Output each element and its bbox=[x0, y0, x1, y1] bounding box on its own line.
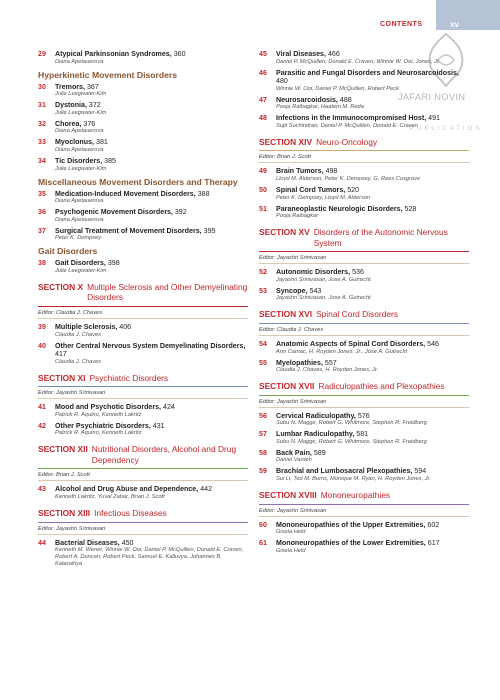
chapter-page: 381 bbox=[96, 138, 108, 147]
chapter-page: 602 bbox=[427, 520, 440, 529]
chapter-page: 442 bbox=[200, 485, 213, 494]
chapter-number: 58 bbox=[259, 448, 267, 457]
chapter-authors: Gisela Held bbox=[276, 529, 306, 536]
chapter-number: 32 bbox=[38, 119, 46, 128]
chapter-page: 528 bbox=[404, 204, 417, 213]
chapter-authors: Kenneth M. Wener, Winnie W. Ooi, Daniel P. McQuillen, Donald E. Craven, Robert A. Duncan, Robert Peck, Samuel E. Kalluvya, Johannes B. Kataraihya bbox=[55, 547, 244, 568]
chapter-number: 47 bbox=[259, 95, 267, 104]
toc-entry[interactable] bbox=[38, 422, 248, 438]
toc-entry[interactable] bbox=[38, 259, 248, 275]
chapter-number: 37 bbox=[38, 226, 46, 235]
section-block bbox=[259, 381, 469, 483]
chapter-title[interactable]: Bacterial Diseases, 450 bbox=[55, 538, 134, 547]
chapter-authors: Claudia J. Chaves, H. Royden Jones, Jr. bbox=[276, 367, 379, 374]
chapter-number: 33 bbox=[38, 138, 46, 147]
chapter-title[interactable]: Brain Tumors, 498 bbox=[276, 167, 338, 176]
toc-entry[interactable] bbox=[259, 287, 469, 303]
chapter-authors: Diana Apetauerova bbox=[55, 198, 104, 205]
chapter-number: 36 bbox=[38, 208, 46, 217]
chapter-page: 480 bbox=[276, 77, 288, 86]
section-block bbox=[38, 282, 248, 366]
chapter-page: 424 bbox=[163, 403, 175, 412]
chapter-number: 29 bbox=[38, 50, 46, 58]
chapter-page: 367 bbox=[86, 82, 99, 91]
chapter-authors: Pooja Raibagkar bbox=[276, 213, 319, 220]
chapter-number: 59 bbox=[259, 467, 267, 476]
running-head: CONTENTS bbox=[380, 21, 423, 28]
chapter-authors: Patrick R. Aquino, Kenneth Lakritz bbox=[55, 411, 142, 418]
section-label: SECTION X bbox=[38, 281, 84, 292]
toc-entry[interactable] bbox=[38, 101, 248, 117]
section-name: Mononeuropathies bbox=[320, 490, 391, 500]
chapter-number: 39 bbox=[38, 322, 46, 331]
toc-entry[interactable] bbox=[259, 167, 469, 183]
chapter-page: 376 bbox=[83, 119, 96, 128]
section-heading[interactable] bbox=[259, 490, 469, 505]
chapter-authors: Claudia J. Chaves bbox=[55, 331, 102, 338]
chapter-page: 360 bbox=[173, 50, 186, 58]
chapter-title[interactable]: Back Pain, 589 bbox=[276, 448, 326, 457]
chapter-page: 617 bbox=[427, 539, 440, 548]
left-column bbox=[38, 50, 248, 571]
chapter-number: 61 bbox=[259, 539, 267, 548]
right-column bbox=[259, 50, 469, 558]
chapter-number: 55 bbox=[259, 358, 267, 367]
chapter-page: 450 bbox=[121, 538, 134, 547]
chapter-title[interactable]: Parasitic and Fungal Disorders and Neurosarcoidosis, 480 bbox=[276, 68, 459, 86]
chapter-number: 42 bbox=[38, 421, 46, 430]
chapter-number: 49 bbox=[259, 167, 267, 176]
chapter-authors: Julie Leegwater-Kim bbox=[55, 109, 107, 116]
chapter-number: 50 bbox=[259, 186, 267, 195]
section-heading[interactable] bbox=[259, 227, 469, 252]
toc-entry[interactable] bbox=[259, 467, 469, 483]
toc-entry[interactable] bbox=[259, 186, 469, 202]
chapter-title[interactable]: Atypical Parkinsonian Syndromes, 360 bbox=[55, 50, 186, 58]
chapter-number: 53 bbox=[259, 286, 267, 295]
chapter-number: 51 bbox=[259, 204, 267, 213]
chapter-authors: Claudia J. Chaves bbox=[55, 358, 102, 365]
chapter-number: 34 bbox=[38, 156, 46, 165]
section-label: SECTION XVI bbox=[259, 309, 313, 320]
chapter-page: 498 bbox=[325, 167, 338, 176]
chapter-title[interactable]: Multiple Sclerosis, 406 bbox=[55, 322, 132, 331]
chapter-title[interactable]: Paraneoplastic Neurologic Disorders, 528 bbox=[276, 204, 417, 213]
toc-entry[interactable] bbox=[259, 359, 469, 375]
toc-entry[interactable] bbox=[259, 114, 469, 130]
section-block bbox=[259, 227, 469, 302]
chapter-number: 30 bbox=[38, 82, 46, 91]
chapter-number: 44 bbox=[38, 538, 46, 547]
chapter-title[interactable]: Medication-Induced Movement Disorders, 388 bbox=[55, 189, 210, 198]
chapter-page: 388 bbox=[197, 189, 210, 198]
section-label: SECTION XVII bbox=[259, 381, 315, 392]
chapter-title[interactable]: Anatomic Aspects of Spinal Cord Disorders, 546 bbox=[276, 339, 439, 348]
chapter-page: 491 bbox=[428, 114, 440, 123]
chapter-number: 48 bbox=[259, 114, 267, 123]
chapter-page: 431 bbox=[152, 421, 165, 430]
chapter-title[interactable]: Psychogenic Movement Disorders, 392 bbox=[55, 208, 187, 217]
toc-entry[interactable] bbox=[259, 205, 469, 221]
section-block bbox=[259, 309, 469, 374]
chapter-number: 41 bbox=[38, 403, 46, 412]
chapter-page: 594 bbox=[414, 467, 427, 476]
toc-entry[interactable] bbox=[38, 539, 248, 569]
chapter-authors: Jayashri Srinivasan, Jose A. Gutrecht bbox=[276, 295, 371, 302]
chapter-title[interactable]: Chorea, 376 bbox=[55, 119, 96, 128]
section-editor: Editor: Jayashri Srinivasan bbox=[259, 255, 469, 264]
toc-entry[interactable] bbox=[259, 539, 469, 555]
chapter-authors: Sujit Suchindran, Daniel P. McQuillen, Donald E. Craven bbox=[276, 122, 418, 129]
chapter-authors: Daniel Vardeh bbox=[276, 457, 312, 464]
toc-entry[interactable] bbox=[259, 412, 469, 428]
watermark-sub: PUBLICATION bbox=[410, 126, 483, 132]
chapter-title[interactable]: Other Central Nervous System Demyelinating Disorders, 417 bbox=[55, 341, 246, 359]
chapter-number: 60 bbox=[259, 520, 267, 529]
section-editor: Editor: Jayashri Srinivasan bbox=[38, 390, 248, 399]
chapter-title[interactable]: Spinal Cord Tumors, 520 bbox=[276, 186, 360, 195]
chapter-title[interactable]: Brachial and Lumbosacral Plexopathies, 594 bbox=[276, 467, 427, 476]
chapter-title[interactable]: Gait Disorders, 398 bbox=[55, 259, 120, 268]
section-heading[interactable] bbox=[259, 137, 469, 152]
chapter-number: 43 bbox=[38, 485, 46, 494]
subhead-hyperkinetic: Hyperkinetic Movement Disorders bbox=[38, 69, 177, 80]
chapter-title[interactable]: Neurosarcoidosis, 488 bbox=[276, 95, 352, 104]
chapter-page: 576 bbox=[357, 411, 370, 420]
subhead-misc: Miscellaneous Movement Disorders and Therapy bbox=[38, 176, 238, 187]
chapter-authors: Daniel P. McQuillen, Donald E. Craven, Winnie W. Ooi, Jones, Jr. bbox=[276, 58, 441, 65]
section-heading[interactable] bbox=[38, 508, 248, 523]
chapter-page: 406 bbox=[119, 322, 132, 331]
toc-entry[interactable] bbox=[38, 157, 248, 173]
toc-entry[interactable] bbox=[38, 227, 248, 243]
chapter-page: 546 bbox=[427, 339, 439, 348]
section-heading[interactable] bbox=[38, 282, 248, 307]
chapter-number: 38 bbox=[38, 259, 46, 268]
chapter-title[interactable]: Autonomic Disorders, 536 bbox=[276, 268, 364, 277]
section-editor: Editor: Jayashri Srinivasan bbox=[259, 508, 469, 517]
chapter-authors: Julie Leegwater-Kim bbox=[55, 267, 107, 274]
section-name: Neuro-Oncology bbox=[316, 136, 378, 147]
chapter-page: 536 bbox=[352, 268, 364, 277]
chapter-authors: Pooja Raibagkar, Haatem M. Reda bbox=[276, 104, 364, 111]
chapter-authors: Winnie W. Ooi, Daniel P. McQuillen, Robert Peck bbox=[276, 85, 399, 92]
chapter-title[interactable]: Tic Disorders, 385 bbox=[55, 156, 117, 165]
chapter-page: 385 bbox=[104, 156, 117, 165]
section-label: SECTION XV bbox=[259, 227, 310, 238]
chapter-title[interactable]: Cervical Radiculopathy, 576 bbox=[276, 411, 370, 420]
chapter-page: 543 bbox=[309, 286, 322, 295]
chapter-page: 488 bbox=[339, 95, 352, 104]
section-block bbox=[38, 508, 248, 568]
chapter-authors: Diana Apetauerova bbox=[55, 128, 104, 135]
toc-entry[interactable] bbox=[38, 403, 248, 419]
chapter-number: 56 bbox=[259, 411, 267, 420]
chapter-authors: Patrick R. Aquino, Kenneth Lakritz bbox=[55, 430, 142, 437]
chapter-number: 46 bbox=[259, 68, 267, 77]
chapter-page: 417 bbox=[55, 350, 67, 359]
chapter-authors: Ann Camac, H. Royden Jones, Jr., Jose A. Gutrecht bbox=[276, 348, 408, 355]
toc-entry[interactable] bbox=[38, 83, 248, 99]
section-name: Psychiatric Disorders bbox=[89, 372, 169, 383]
toc-entry[interactable] bbox=[259, 50, 469, 66]
section-editor: Editor: Brian J. Scott bbox=[259, 154, 469, 163]
section-heading[interactable] bbox=[38, 373, 248, 388]
chapter-title[interactable]: Lumbar Radiculopathy, 581 bbox=[276, 430, 369, 439]
chapter-page: 589 bbox=[313, 448, 326, 457]
section-block bbox=[259, 137, 469, 220]
chapter-number: 35 bbox=[38, 189, 46, 198]
chapter-authors: Kenneth Lakritz, Yuval Zabar, Brian J. Scott bbox=[55, 494, 165, 500]
chapter-page: 372 bbox=[88, 101, 101, 110]
section-name: Radiculopathies and Plexopathies bbox=[318, 381, 445, 392]
section-label: SECTION XIII bbox=[38, 508, 91, 518]
section-editor: Editor: Claudia J. Chaves bbox=[38, 310, 248, 319]
chapter-title[interactable]: Viral Diseases, 466 bbox=[276, 50, 340, 58]
watermark-name: JAFARI NOVIN bbox=[398, 92, 466, 102]
chapter-authors: Julie Leegwater-Kim bbox=[55, 91, 107, 98]
chapter-authors: Lloyd M. Alderson, Peter K. Dempsey, G. Rees Cosgrove bbox=[276, 176, 421, 183]
chapter-title[interactable]: Syncope, 543 bbox=[276, 286, 322, 295]
chapter-page: 520 bbox=[347, 186, 360, 195]
toc-entry[interactable] bbox=[38, 208, 248, 224]
chapter-title[interactable]: Surgical Treatment of Movement Disorders, 395 bbox=[55, 226, 216, 235]
toc-entry[interactable] bbox=[38, 50, 248, 66]
toc-entry[interactable] bbox=[38, 342, 248, 366]
section-heading[interactable] bbox=[259, 381, 469, 396]
toc-entry[interactable] bbox=[38, 190, 248, 206]
chapter-title[interactable]: Mononeuropathies of the Lower Extremities, 617 bbox=[276, 539, 440, 548]
section-block bbox=[259, 490, 469, 555]
section-editor: Editor: Claudia J. Chaves bbox=[259, 327, 469, 336]
subhead-gait: Gait Disorders bbox=[38, 246, 98, 257]
page-number: xv bbox=[450, 20, 459, 29]
toc-entry[interactable] bbox=[259, 268, 469, 284]
chapter-title[interactable]: Myelopathies, 557 bbox=[276, 358, 337, 367]
section-label: SECTION XIV bbox=[259, 136, 313, 147]
page-tab bbox=[436, 0, 500, 30]
section-label: SECTION XI bbox=[38, 372, 86, 383]
section-name: Multiple Sclerosis and Other Demyelinating Disorders bbox=[87, 281, 248, 303]
section-name: Disorders of the Autonomic Nervous System bbox=[313, 227, 448, 248]
chapter-number: 45 bbox=[259, 50, 267, 58]
chapter-title[interactable]: Tremors, 367 bbox=[55, 82, 99, 91]
chapter-page: 398 bbox=[107, 259, 120, 268]
chapter-title[interactable]: Mood and Psychotic Disorders, 424 bbox=[55, 403, 175, 412]
chapter-authors: Jayashri Srinivasan, Jose A. Gutrecht bbox=[276, 276, 371, 283]
chapter-title[interactable]: Alcohol and Drug Abuse and Dependence, 442 bbox=[55, 485, 213, 494]
toc-entry[interactable] bbox=[259, 96, 469, 112]
section-block bbox=[38, 444, 248, 501]
chapter-page: 557 bbox=[324, 358, 337, 367]
toc-entry[interactable] bbox=[38, 138, 248, 154]
chapter-authors: Diana Apetauerova bbox=[55, 146, 104, 153]
chapter-authors: Peter K. Dempsey, Lloyd M. Alderson bbox=[276, 194, 371, 201]
chapter-title[interactable]: Myoclonus, 381 bbox=[55, 138, 108, 147]
section-editor: Editor: Brian J. Scott bbox=[38, 472, 248, 481]
section-editor: Editor: Jayashri Srinivasan bbox=[38, 526, 248, 535]
section-label: SECTION XVIII bbox=[259, 490, 317, 500]
section-label: SECTION XII bbox=[38, 444, 88, 455]
section-heading[interactable] bbox=[38, 444, 248, 469]
chapter-authors: Diana Apetauerova bbox=[55, 58, 104, 65]
chapter-authors: Subu N. Magge, Robert G. Whitmore, Stephen R. Freidberg bbox=[276, 420, 427, 427]
chapter-number: 31 bbox=[38, 101, 46, 110]
section-block bbox=[38, 373, 248, 438]
toc-entry[interactable] bbox=[259, 430, 469, 446]
chapter-title[interactable]: Other Psychiatric Disorders, 431 bbox=[55, 421, 165, 430]
chapter-authors: Diana Apetauerova bbox=[55, 216, 104, 223]
toc-entry[interactable] bbox=[259, 449, 469, 465]
chapter-authors: Gisela Held bbox=[276, 547, 306, 554]
toc-entry[interactable] bbox=[38, 323, 248, 339]
section-name: Spinal Cord Disorders bbox=[316, 309, 398, 320]
chapter-number: 54 bbox=[259, 339, 267, 348]
chapter-authors: Peter K. Dempsey bbox=[55, 235, 102, 242]
toc-entry[interactable] bbox=[259, 521, 469, 537]
chapter-authors: Sui Li, Ted M. Burns, Monique M. Ryan, H. Royden Jones, Jr. bbox=[276, 476, 431, 482]
chapter-page: 395 bbox=[203, 226, 216, 235]
section-editor: Editor: Jayashri Srinivasan bbox=[259, 399, 469, 408]
chapter-number: 57 bbox=[259, 430, 267, 439]
chapter-title[interactable]: Infections in the Immunocompromised Host, 491 bbox=[276, 114, 440, 123]
chapter-page: 581 bbox=[356, 430, 369, 439]
chapter-title[interactable]: Dystonia, 372 bbox=[55, 101, 101, 110]
toc-entry[interactable] bbox=[259, 340, 469, 356]
toc-entry[interactable] bbox=[38, 120, 248, 136]
section-heading[interactable] bbox=[259, 309, 469, 324]
chapter-number: 52 bbox=[259, 268, 267, 277]
chapter-authors: Julie Leegwater-Kim bbox=[55, 165, 107, 172]
chapter-page: 392 bbox=[174, 208, 187, 217]
chapter-number: 40 bbox=[38, 341, 46, 350]
top-entries bbox=[38, 50, 248, 66]
toc-entry[interactable] bbox=[259, 69, 469, 93]
section-name: Infectious Diseases bbox=[94, 508, 167, 518]
chapter-authors: Subu N. Magge, Robert G. Whitmore, Stephen R. Freidberg bbox=[276, 438, 427, 445]
toc-entry[interactable] bbox=[38, 485, 248, 501]
chapter-title[interactable]: Mononeuropathies of the Upper Extremities, 602 bbox=[276, 520, 440, 529]
section-name: Nutritional Disorders, Alcohol and Drug Dependency bbox=[91, 444, 237, 465]
chapter-page: 466 bbox=[327, 50, 340, 58]
